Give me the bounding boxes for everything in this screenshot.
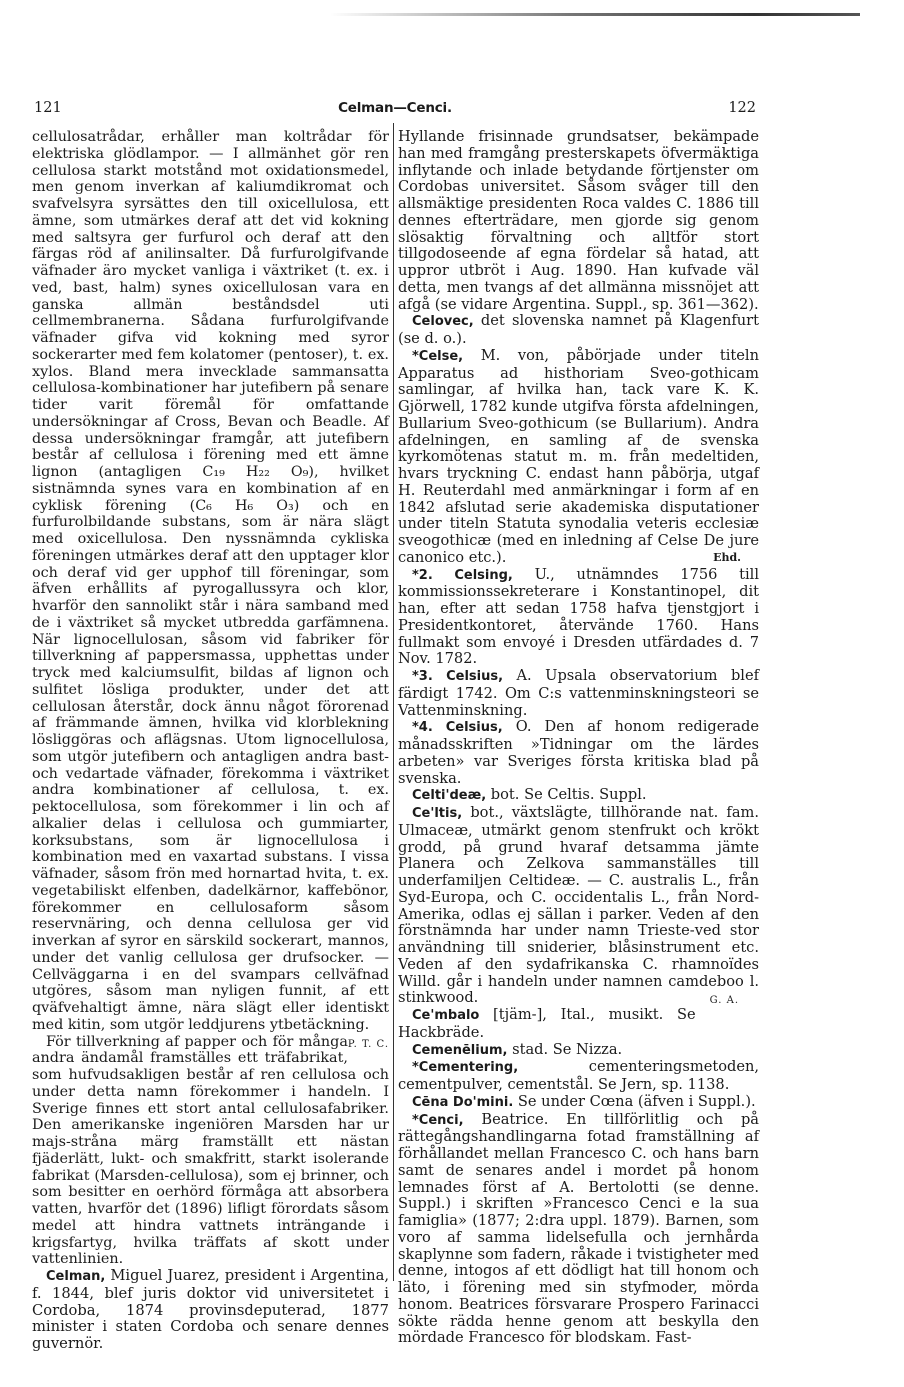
entry-text: cementeringsmetoden, cementpulver, cementstål. Se Jern, sp. 1138. xyxy=(398,1058,759,1093)
entry-text: bot. Se Celtis. Suppl. xyxy=(490,786,647,804)
headword: Ce'ltis, xyxy=(412,806,463,821)
headword: *Cenci, xyxy=(412,1112,464,1128)
entry-celman-continued: Hyllande frisinnade grundsatser, bekämpade han med framgång presterskapets öfvermäktiga inflytande och inlade betydande förtjenster om Cordobas universitet. Såsom svåger till den allsmäktige presidenten Roca valdes C. 1886 till dennes efterträdare, men gjorde sig genom slösaktig förvaltning och alltför stort tillgodoseende af egna fördelar så hatad, att uppror utbröt i Aug. 1890. Han kufvade väl detta, men tvangs af det allmänna missnöjet att afgå (se vidare Argentina. Suppl., sp. 361—362). xyxy=(398,128,759,313)
author-signature: G. A. xyxy=(709,995,739,1007)
entry-text: Miguel Juarez, president i Argentina, f. 1844, blef juris doktor vid universitetet i Cordoba, 1874 provinsdeputerad, 1877 minister i staten Cordoba och senare dennes guvernör. xyxy=(32,1267,389,1352)
entry-cementering xyxy=(398,1059,759,1094)
entry-text: stad. Se Nizza. xyxy=(512,1040,623,1058)
column-divider xyxy=(393,123,394,1281)
headword: Ce'mbalo xyxy=(412,1008,480,1023)
entry-text: [tjäm-], Ital., musikt. Se Hackbräde. xyxy=(398,1006,696,1041)
entry-celman xyxy=(32,1268,389,1353)
entry-cembalo xyxy=(398,1007,759,1042)
entry-text: O. Den af honom redigerade månadsskriften »Tidningar om the lärdes arbeten» var Sveriges första kritiska blad på svenska. xyxy=(398,718,760,787)
headword: Celman, xyxy=(46,1269,106,1284)
entry-cemenelium xyxy=(398,1042,759,1060)
headword: *3. Celsius, xyxy=(412,669,504,684)
page-number-left: 121 xyxy=(34,100,62,116)
page-number-right: 122 xyxy=(728,100,756,116)
top-scan-rule xyxy=(330,13,860,16)
page-header xyxy=(34,100,756,120)
entry-text: A. Upsala observatorium blef färdigt 1742. Om C:s vattenminskningsteori se Vattenminskning. xyxy=(398,667,759,719)
headword: Cēna Do'mini. xyxy=(412,1094,514,1110)
headword: Celti'deæ, xyxy=(412,788,487,804)
entry-cenci xyxy=(398,1112,759,1348)
running-title: Celman—Cenci. xyxy=(338,100,452,116)
entry-text: bot., växtslägte, tillhörande nat. fam. Ulmaceæ, utmärkt genom stenfrukt och krökt grodd, på grund hvaraf detsamma jämte Planera och Zelkova sammanställes till underfamiljen Celtideæ. — C. australis L., från Syd-Europa, och C. occidentalis L., från Nord-Amerika, odlas ej sällan i parker. Veden af den förstnämnda har under namn Trieste-ved stor användning till sniderier, blåsinstrument etc. Veden af den sydafrikanska C. rhamnoïdes Willd. går i handeln under namnen camdeboo l. stinkwood. xyxy=(398,804,759,1007)
entry-celsing xyxy=(398,567,759,669)
headword: Cemenēlium, xyxy=(412,1042,508,1058)
entry-text: U., utnämndes 1756 till kommissionssekreterare i Konstantinopel, dit han, efter att sedan 1758 hafva tjenstgjort i Presidentkontoret, återvände 1760. Hans fullmakt som envoyé i Dresden utfärdades d. 7 Nov. 1782. xyxy=(398,565,759,668)
headword: *Celse, xyxy=(412,348,464,364)
entry-text: det slovenska namnet på Klagenfurt (se d. o.). xyxy=(398,312,760,347)
entry-celse xyxy=(398,348,759,567)
headword: *Cementering, xyxy=(412,1060,519,1076)
article-cellulosa-paper: För tillverkning af papper och för många andra ändamål framställes ett träfabrikat, som hufvudsakligen består af ren cellulosa och under detta namn förekommer i handeln. I Sverige finnes ett stort antal cellulosafabriker. Den amerikanske ingeniören Marsden har ur majs-stråna märg framställt ett nästan fjäderlätt, lukt- och smakfritt, starkt isolerande fabrikat (Marsden-cellulosa), som ej brinner, och som besitter en oerhörd förmåga att absorbera vatten, hvarför det (1896) lifligt förordats såsom medel att hindra vattnets inträngande i krigsfartyg, hvilka träffats af skott under vattenlinien. xyxy=(32,1033,389,1268)
author-signature: P. T. C. xyxy=(347,1038,389,1050)
entry-celovec xyxy=(398,313,759,348)
entry-celsius-o xyxy=(398,719,759,787)
left-column xyxy=(32,129,389,1353)
entry-text: Se under Cœna (äfven i Suppl.). xyxy=(517,1092,756,1110)
entry-celtis xyxy=(398,805,759,1007)
headword: *4. Celsius, xyxy=(412,720,503,736)
entry-celsius-a xyxy=(398,668,759,719)
headword: Celovec, xyxy=(412,314,474,330)
entry-cena-domini xyxy=(398,1094,759,1112)
right-column xyxy=(398,129,759,1347)
entry-text: Beatrice. En tillförlitlig och på rättegångshandlingarna fotad framställning af förhållandet mellan Francesco C. och hans barn samt de senares andel i mordet på honom lemnades först af A. Bertolotti (se denne. Suppl.) i skriften »Francesco Cenci e la sua famiglia» (1877; 2:dra uppl. 1879). Barnen, som voro af samma lidelsefulla och jernhårda skaplynne som fadern, råkade i tvistigheter med denne, intogos af ett dödligt hat till honom och läto, i förening med sin styfmoder, mörda honom. Beatrices försvarare Prospero Farinacci sökte rädda henne genom att beskylla den mördade Francesco för blodskam. Fast- xyxy=(398,1110,760,1347)
author-signature: Ehd. xyxy=(713,550,741,564)
article-cellulosa-continued xyxy=(32,129,389,1050)
paragraph-text: cellulosatrådar, erhåller man koltrådar för elektriska glödlampor. — I allmänhet gör ren cellulosa starkt motstånd mot oxidationsmedel, men genom inverkan af kaliumdikromat och svafvelsyra syrsättes den till oxicellulosa, ett ämne, som utmärkes deraf att det vid kokning med saltsyra ger furfurol och deraf att den färgas röd af anilinsalter. Då furfurolgifvande väfnader äro mycket vanliga i växtriket (t. ex. i ved, bast, halm) synes oxicellulosan vara en ganska allmän beståndsdel uti cellmembranerna. Sådana furfurolgifvande väfnader gifva vid kokning med syror sockerarter med fem kolatomer (pentoser), t. ex. xylos. Bland mera invecklade sammansatta cellulosa-kombinationer har jutefibern på senare tider varit föremål för omfattande undersökningar af Cross, Bevan och Beadle. Af dessa undersökningar framgår, att jutefibern består af cellulosa i förening med ett ämne lignon (antagligen C₁₉ H₂₂ O₉), hvilket sistnämnda synes vara en kombination af en cyklisk förening (C₆ H₆ O₃) och en furfurolbildande substans, som är nära slägt med oxicellulosa. Den nyssnämnda cykliska föreningen utmärkes deraf att den upptager klor och deraf vid ger upphof till föreningar, som äfven erhållits af pyrogallussyra och klor, hvarför den sannolikt står i nära samband med de i växtriket så mycket utbredda garfämnena. När lignocellulosan, såsom vid fabriker för tillverkning af pappersmassa, upphettas under tryck med kalciumsulfit, bildas af lignon och sulfitet lösliga produkter, under det att cellulosan återstår, dock ännu något förorenad af främmande ämnen, hvilka vid klorblekning lösliggöras och aflägsnas. Utom lignocellulosa, som utgör jutefibern och antagligen andra bast- och vedartade väfnader, förekomma i växtriket andra kombinationer af cellulosa, t. ex. pektocellulosa, som förekommer i lin och af alkalier delas i cellulosa och gummiarter, korksubstans, som är lignocellulosa i kombination med en vaxartad substans. I vissa väfnader, såsom frön med hornartad hvita, t. ex. vegetabiliskt elfenben, dadelkärnor, kaffebönor, förekommer en cellulosaform såsom reservnäring, och denna cellulosa ger vid inverkan af syror en särskild sockerart, mannos, under det vanlig cellulosa ger drufsocker. — Cellväggarna i en del svampars cellväfnad utgöres, såsom man nyligen funnit, af ett qväfvehaltigt ämne, nära slägt eller identiskt med kitin, som utgör leddjurens ytbetäckning. xyxy=(32,129,389,1033)
headword: *2. Celsing, xyxy=(412,567,513,583)
entry-text: M. von, påbörjade under titeln Apparatus ad histhoriam Sveo-gothicam samlingar, af hvilka han, tack vare K. K. Gjörwell, 1782 kunde utgifva första afdelningen, Bullarium Sveo-gothicum (se Bullarium). Andra afdelningen, en samling af de svenska kyrkomötenas statut m. m. från medeltiden, hvars tryckning C. endast hann påbörja, utgaf H. Reuterdahl med anmärkningar i form af en 1842 afslutad serie akademiska disputationer under titeln Statuta synodalia veteris ecclesiæ sveogothicæ (med en inledning af Celse De jure canonico etc.). xyxy=(398,346,759,566)
entry-celtideae xyxy=(398,787,759,805)
